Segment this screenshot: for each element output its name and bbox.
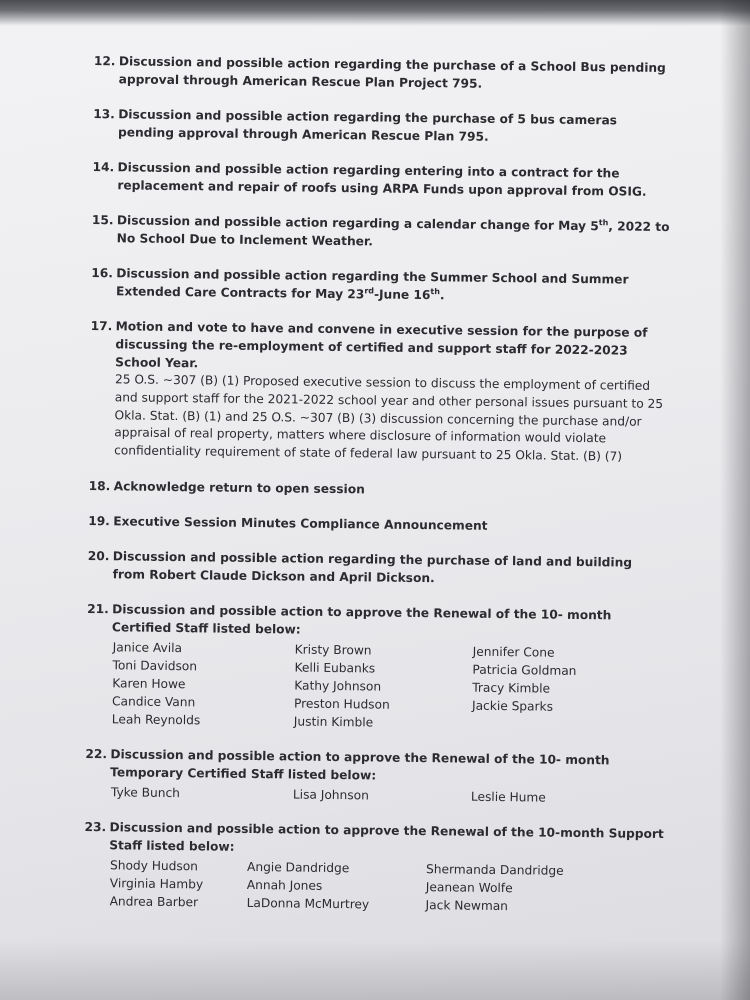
staff-name: Angie Dandridge bbox=[246, 859, 350, 876]
item-text: Discussion and possible action regarding the purchase of a School Bus pending approval through American Rescue Plan Project 795. bbox=[118, 54, 666, 91]
agenda-item-22 bbox=[85, 745, 666, 808]
item-text: Motion and vote to have and convene in executive session for the purpose of discussing the re-employment of certified and support staff for 2022-2023 School Year. bbox=[115, 319, 648, 371]
item-number: 20. bbox=[87, 548, 110, 564]
item-text: Discussion and possible action to approve the Renewal of the 10-month Support Staff listed below: bbox=[109, 820, 664, 854]
agenda-item-23 bbox=[84, 818, 665, 917]
item-text: Discussion and possible action regarding entering into a contract for the replacement and repair of roofs using ARPA Funds upon approval from OSIG. bbox=[117, 160, 647, 199]
staff-name: Candice Vann bbox=[111, 694, 196, 710]
staff-name: Kelli Eubanks bbox=[294, 660, 376, 676]
staff-name: Preston Hudson bbox=[293, 696, 390, 712]
item-number: 18. bbox=[88, 478, 111, 494]
staff-name: Annah Jones bbox=[246, 877, 323, 893]
staff-name: Janice Avila bbox=[112, 640, 183, 656]
staff-name bbox=[472, 715, 642, 735]
staff-name: Jennifer Cone bbox=[472, 644, 555, 660]
staff-name: Lisa Johnson bbox=[292, 787, 369, 803]
staff-name: Jeanean Wolfe bbox=[425, 880, 513, 896]
staff-name: Leslie Hume bbox=[470, 789, 546, 805]
item-text: Discussion and possible action regarding the purchase of 5 bus cameras pending approval through American Rescue Plan 795. bbox=[117, 107, 618, 144]
item-text: Discussion and possible action to approve the Renewal of the 10- month Temporary Certified Staff listed below: bbox=[110, 747, 610, 783]
item-number: 22. bbox=[85, 746, 108, 762]
item-text: Discussion and possible action regarding the purchase of land and building from Robert Claude Dickson and April Dickson. bbox=[112, 549, 633, 586]
agenda-item-16 bbox=[91, 264, 671, 307]
item-text: Acknowledge return to open session bbox=[113, 479, 365, 497]
staff-name: Leah Reynolds bbox=[111, 712, 201, 728]
staff-name: LaDonna McMurtrey bbox=[246, 895, 370, 912]
staff-name: Justin Kimble bbox=[293, 714, 374, 730]
page-shadow-right bbox=[720, 0, 750, 1000]
staff-name: Jackie Sparks bbox=[471, 698, 554, 714]
item-number: 23. bbox=[84, 819, 107, 835]
staff-name: Andrea Barber bbox=[109, 894, 199, 910]
item-number: 13. bbox=[93, 106, 115, 122]
staff-name: Tyke Bunch bbox=[110, 785, 181, 801]
agenda-item-17 bbox=[89, 317, 671, 467]
staff-name: Kathy Johnson bbox=[294, 678, 382, 694]
item-number: 14. bbox=[92, 159, 115, 175]
staff-name-list bbox=[112, 638, 667, 735]
agenda-item-13 bbox=[93, 105, 673, 148]
item-number: 12. bbox=[93, 53, 116, 69]
item-number: 17. bbox=[90, 318, 113, 334]
item-number: 15. bbox=[91, 212, 114, 228]
agenda-item-14 bbox=[92, 158, 672, 201]
agenda-list bbox=[84, 52, 674, 917]
agenda-item-21 bbox=[86, 600, 668, 735]
item-text: Executive Session Minutes Compliance Announcement bbox=[113, 514, 488, 533]
item-text: Discussion and possible action regarding a calendar change for May 5th, 2022 to No School Due to Inclement Weather. bbox=[116, 213, 670, 249]
agenda-item-12 bbox=[94, 52, 674, 95]
item-text: Discussion and possible action to approve the Renewal of the 10- month Certified Staff listed below: bbox=[111, 602, 612, 637]
staff-name-list bbox=[110, 856, 665, 917]
agenda-item-19 bbox=[88, 512, 668, 537]
agenda-item-15 bbox=[92, 211, 672, 254]
page-shadow-bottom bbox=[0, 940, 750, 1000]
item-text: Discussion and possible action regarding the Summer School and Summer Extended Care Contracts for May 23rd-June 16th. bbox=[115, 266, 629, 303]
staff-name: Toni Davidson bbox=[112, 658, 198, 674]
agenda-item-18 bbox=[89, 477, 669, 502]
staff-name: Virginia Hamby bbox=[109, 876, 204, 892]
staff-name: Kristy Brown bbox=[294, 642, 372, 658]
staff-name: Karen Howe bbox=[112, 676, 186, 692]
page-shadow-top bbox=[0, 0, 750, 26]
staff-name: Tracy Kimble bbox=[472, 680, 551, 696]
item-number: 19. bbox=[88, 513, 110, 529]
staff-name: Shody Hudson bbox=[109, 858, 199, 874]
item-body-text: 25 O.S. ~307 (B) (1) Proposed executive session to discuss the employment of certified and support staff for the 2021-2022 school year and other personal issues pursuant to 25 Okla. Stat. (B) (1) and 25 O.S. ~307 (B) (3) discussion concerning the purchase and/or appraisal of real property, matters where disclosure of information would violate confidentiality requirement of state of federal law pursuant to 25 Okla. Stat. (B) (7) bbox=[114, 372, 664, 464]
item-number: 16. bbox=[91, 265, 113, 281]
item-number: 21. bbox=[87, 601, 109, 617]
staff-name: Jack Newman bbox=[425, 898, 509, 914]
staff-name: Shermanda Dandridge bbox=[425, 862, 564, 878]
staff-name: Patricia Goldman bbox=[472, 662, 577, 678]
agenda-item-20 bbox=[88, 547, 668, 590]
